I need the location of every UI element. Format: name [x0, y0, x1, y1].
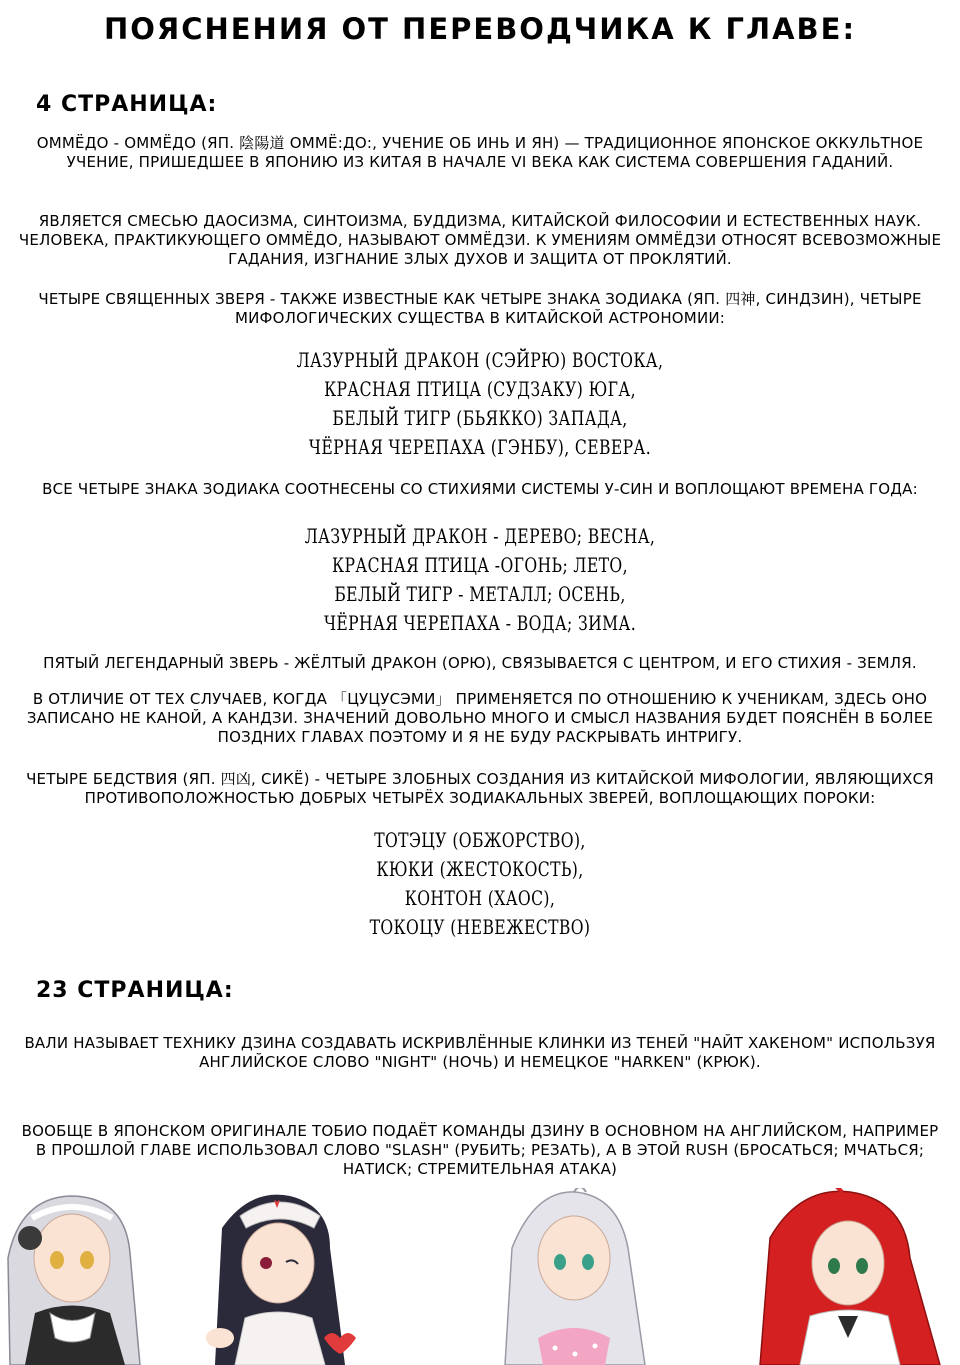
note-yellow-dragon: ПЯТЫЙ ЛЕГЕНДАРНЫЙ ЗВЕРЬ - ЖЁЛТЫЙ ДРАКОН (ОРЮ), СВЯЗЫВАЕТСЯ С ЦЕНТРОМ, И ЕГО СТИХИЯ - ЗЕМЛЯ.: [43, 654, 917, 672]
maid-face: [34, 1214, 110, 1302]
note-onmyodo: ОММЁДО - ОММЁДО (ЯП. 陰陽道 ОММЁ:ДО:, УЧЕНИЕ ОБ ИНЬ И ЯН) — ТРАДИЦИОННОЕ ЯПОНСКОЕ ОККУЛЬТНОЕ УЧЕНИЕ, ПРИШЕДШЕЕ В ЯПОНИЮ ИЗ КИТАЯ В НАЧАЛЕ VI ВЕКА КАК СИСТЕМА СОВЕРШЕНИЯ ГАДАНИЙ.: [36, 134, 924, 171]
nurse-outfit: [235, 1312, 325, 1365]
nurse-face: [242, 1223, 314, 1303]
list-item: БЕЛЫЙ ТИГР (БЬЯККО) ЗАПАДА,: [332, 406, 628, 430]
character-illustrations: [0, 1188, 960, 1365]
note-onmyodo-details: ЯВЛЯЕТСЯ СМЕСЬЮ ДАОСИЗМА, СИНТОИЗМА, БУДДИЗМА, КИТАЙСКОЙ ФИЛОСОФИИ И ЕСТЕСТВЕННЫХ НАУК. ЧЕЛОВЕКА, ПРАКТИКУЮЩЕГО ОММЁДО, НАЗЫВАЮТ ОММЁДЗИ. К УМЕНИЯМ ОММЁДЗИ ОТНОСЯТ ВСЕВОЗМОЖНЫЕ ГАДАНИЯ, ИЗГНАНИЕ ЗЛЫХ ДУХОВ И ЗАЩИТА ОТ ПРОКЛЯТИЙ.: [18, 212, 942, 268]
note-english-commands: ВООБЩЕ В ЯПОНСКОМ ОРИГИНАЛЕ ТОБИО ПОДАЁТ КОМАНДЫ ДЗИНУ В ОСНОВНОМ НА АНГЛИЙСКОМ, НАПРИМЕР В ПРОШЛОЙ ГЛАВЕ ИСПОЛЬЗОВАЛ СЛОВО "SLASH" (РУБИТЬ; РЕЗАТЬ), А В ЭТОЙ RUSH (БРОСАТЬСЯ; МЧАТЬСЯ; НАТИСК; СТРЕМИТЕЛЬНАЯ АТАКА): [21, 1122, 939, 1178]
nurse-character-image: [206, 1195, 356, 1365]
list-item: КРАСНАЯ ПТИЦА -ОГОНЬ; ЛЕТО,: [332, 553, 628, 577]
list-item: ТОКОЦУ (НЕВЕЖЕСТВО): [369, 915, 591, 939]
four-calamities-list: [106, 826, 855, 942]
section-heading-page-4: 4 СТРАНИЦА:: [36, 92, 218, 117]
bikini-face: [538, 1216, 610, 1300]
section-heading-page-23: 23 СТРАНИЦА:: [36, 978, 234, 1003]
red-character-face: [812, 1221, 884, 1305]
note-utsusemi: В ОТЛИЧИЕ ОТ ТЕХ СЛУЧАЕВ, КОГДА 「ЦУЦУСЭМИ」 ПРИМЕНЯЕТСЯ ПО ОТНОШЕНИЮ К УЧЕНИКАМ, ЗДЕСЬ ОНО ЗАПИСАНО НЕ КАНОЙ, А КАНДЗИ. ЗНАЧЕНИЙ ДОВОЛЬНО МНОГО И СМЫСЛ НАЗВАНИЯ БУДЕТ ПОЯСНЁН В БОЛЕЕ ПОЗДНИХ ГЛАВАХ ПОЭТОМУ И Я НЕ БУДУ РАСКРЫВАТЬ ИНТРИГУ.: [26, 690, 934, 746]
list-item: КЮКИ (ЖЕСТОКОСТЬ),: [376, 857, 584, 881]
elements-seasons-list: [106, 522, 855, 638]
list-item: КОНТОН (ХАОС),: [404, 886, 556, 910]
note-four-calamities: ЧЕТЫРЕ БЕДСТВИЯ (ЯП. 四凶, СИКЁ) - ЧЕТЫРЕ ЗЛОБНЫХ СОЗДАНИЯ ИЗ КИТАЙСКОЙ МИФОЛОГИИ, ЯВЛЯЮЩИХСЯ ПРОТИВОПОЛОЖНОСТЬЮ ДОБРЫХ ЧЕТЫРЁХ ЗОДИАКАЛЬНЫХ ЗВЕРЕЙ, ВОПЛОЩАЮЩИХ ПОРОКИ:: [26, 770, 934, 807]
list-item: ЧЁРНАЯ ЧЕРЕПАХА - ВОДА; ЗИМА.: [323, 611, 637, 635]
four-beasts-list: [106, 346, 855, 462]
list-item: ЛАЗУРНЫЙ ДРАКОН - ДЕРЕВО; ВЕСНА,: [304, 524, 656, 548]
list-item: БЕЛЫЙ ТИГР - МЕТАЛЛ; ОСЕНЬ,: [334, 582, 626, 606]
list-item: ЛАЗУРНЫЙ ДРАКОН (СЭЙРЮ) ВОСТОКА,: [296, 348, 664, 372]
bikini-character-image: [505, 1188, 645, 1365]
list-item: ЧЁРНАЯ ЧЕРЕПАХА (ГЭНБУ), СЕВЕРА.: [308, 435, 652, 459]
note-four-beasts: ЧЕТЫРЕ СВЯЩЕННЫХ ЗВЕРЯ - ТАКЖЕ ИЗВЕСТНЫЕ КАК ЧЕТЫРЕ ЗНАКА ЗОДИАКА (ЯП. 四神, СИНДЗИН), ЧЕТЫРЕ МИФОЛОГИЧЕСКИХ СУЩЕСТВА В КИТАЙСКОЙ АСТРОНОМИИ:: [38, 290, 922, 327]
note-night-harken: ВАЛИ НАЗЫВАЕТ ТЕХНИКУ ДЗИНА СОЗДАВАТЬ ИСКРИВЛЁННЫЕ КЛИНКИ ИЗ ТЕНЕЙ "НАЙТ ХАКЕНОМ" ИСПОЛЬЗУЯ АНГЛИЙСКОЕ СЛОВО "NIGHT" (НОЧЬ) И НЕМЕЦКОЕ "HARKEN" (КРЮК).: [24, 1034, 936, 1071]
red-hair-character-image: [760, 1188, 940, 1365]
bikini-top: [538, 1328, 610, 1365]
page-title: ПОЯСНЕНИЯ ОТ ПЕРЕВОДЧИКА К ГЛАВЕ:: [103, 12, 857, 46]
note-wuxing: ВСЕ ЧЕТЫРЕ ЗНАКА ЗОДИАКА СООТНЕСЕНЫ СО СТИХИЯМИ СИСТЕМЫ У-СИН И ВОПЛОЩАЮТ ВРЕМЕНА ГОДА:: [42, 480, 918, 498]
list-item: КРАСНАЯ ПТИЦА (СУДЗАКУ) ЮГА,: [324, 377, 636, 401]
maid-character-image: [8, 1196, 140, 1365]
list-item: ТОТЭЦУ (ОБЖОРСТВО),: [374, 828, 586, 852]
